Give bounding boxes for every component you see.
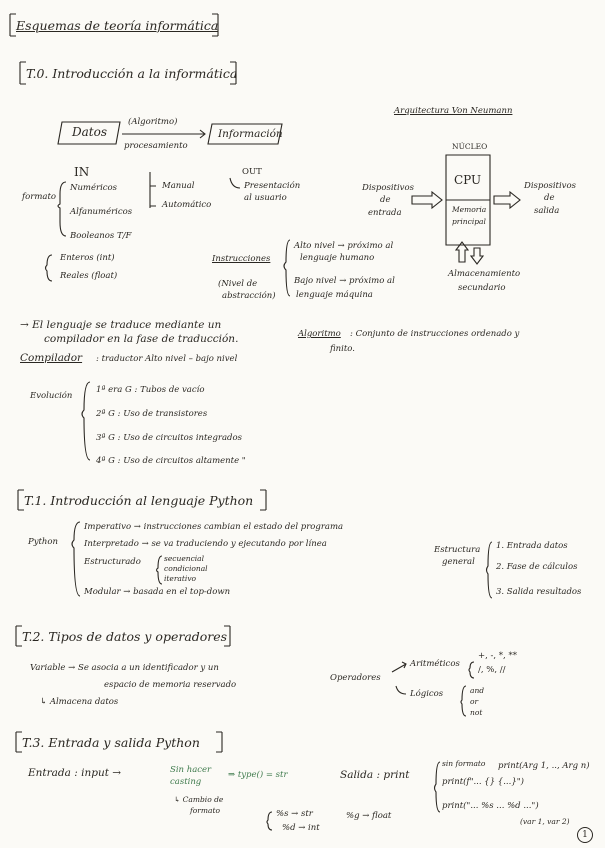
evolucion-label: Evolución (30, 391, 73, 401)
arquitectura-title: Arquitectura Von Neumann (394, 106, 513, 116)
alto-nivel-line2: lenguaje humano (300, 253, 375, 263)
sin-formato-label: sin formato (442, 759, 486, 768)
algoritmo-term: Algoritmo (298, 329, 341, 339)
and-op: and (470, 686, 485, 695)
variable-line2: espacio de memoria reservado (104, 680, 237, 690)
almacenamiento-line2: secundario (458, 283, 506, 293)
algoritmo-label: (Algoritmo) (128, 117, 178, 127)
modular-line: Modular → basada en el top-down (84, 587, 231, 597)
compilador-def: : traductor Alto nivel – bajo nivel (96, 354, 238, 364)
imperativo-line: Imperativo → instrucciones cambian el estado del programa (84, 522, 344, 532)
interpretado-line: Interpretado → se va traduciendo y ejecutando por línea (84, 539, 327, 549)
procesamiento-label: procesamiento (124, 141, 188, 151)
paso-3: 3. Salida resultados (496, 587, 582, 597)
aritmeticos-ops-2: /, %, // (478, 665, 506, 675)
t3-title: T.3. Entrada y salida Python (22, 735, 200, 750)
memoria-line2: principal (452, 217, 486, 226)
variable-line1: Variable → Se asocia a un identificador y un (30, 663, 219, 673)
algoritmo-def-line2: finito. (330, 344, 355, 354)
format-d: %d → int (282, 823, 320, 833)
traduce-line1: → El lenguaje se traduce mediante un (20, 319, 222, 331)
almacenamiento-line1: Almacenamiento (448, 269, 521, 279)
generation-1: 1ª era G : Tubos de vacío (96, 385, 205, 395)
reales-label: Reales (float) (60, 271, 118, 281)
condicional-label: condicional (164, 564, 208, 573)
in-label: IN (74, 165, 90, 179)
print-3-args: (var 1, var 2) (520, 817, 570, 826)
algoritmo-def-line1: : Conjunto de instrucciones ordenado y (350, 329, 520, 339)
not-op: not (470, 708, 483, 717)
disp-salida-line3: salida (534, 206, 560, 216)
page-number: 1 (577, 827, 593, 843)
alfanumericos-label: Alfanuméricos (70, 207, 133, 217)
formato-label: formato (22, 192, 56, 202)
numericos-label: Numéricos (70, 183, 118, 193)
generation-4: 4ª G : Uso de circuitos altamente " (96, 456, 246, 466)
compilador-term: Compilador (20, 352, 83, 364)
presentacion-line1: Presentación (244, 181, 301, 191)
disp-salida-line2: de (544, 193, 555, 203)
generation-3: 3ª G : Uso de circuitos integrados (96, 433, 242, 443)
iterativo-label: iterativo (164, 574, 197, 583)
t1-title: T.1. Introducción al lenguaje Python (24, 493, 254, 508)
traduce-line2: compilador en la fase de traducción. (44, 333, 239, 345)
disp-entrada-line3: entrada (368, 208, 402, 218)
python-label: Python (28, 537, 59, 547)
enteros-label: Enteros (int) (60, 253, 115, 263)
bajo-nivel-line1: Bajo nivel → próximo al (294, 276, 395, 286)
automatico-label: Automático (162, 200, 212, 210)
sin-hacer-line2: casting (170, 777, 202, 787)
entrada-label: Entrada : input → (28, 767, 122, 779)
disp-entrada-line1: Dispositivos (362, 183, 414, 193)
nivel-line2: abstracción) (222, 291, 276, 301)
cambio-line2: formato (190, 806, 220, 815)
bajo-nivel-line2: lenguaje máquina (296, 290, 373, 300)
operadores-label: Operadores (330, 673, 381, 683)
generation-2: 2ª G : Uso de transistores (96, 409, 208, 419)
estructura-line2: general (442, 557, 475, 567)
memoria-line1: Memoria (452, 205, 487, 214)
cpu-label: CPU (454, 173, 482, 187)
manual-label: Manual (162, 181, 195, 191)
t2-title: T.2. Tipos de datos y operadores (22, 629, 228, 644)
logicos-label: Lógicos (410, 689, 444, 699)
almacena-line: ↳ Almacena datos (40, 697, 119, 707)
nucleo-label: NÚCLEO (452, 142, 488, 151)
format-s: %s → str (276, 809, 313, 819)
instrucciones-label: Instrucciones (212, 254, 271, 264)
paso-1: 1. Entrada datos (496, 541, 568, 551)
type-str-label: ⇒ type() = str (228, 770, 288, 780)
or-op: or (470, 697, 479, 706)
salida-label: Salida : print (340, 769, 410, 781)
print-3: print("... %s ... %d ...") (442, 801, 539, 811)
estructura-line1: Estructura (434, 545, 481, 555)
format-g: %g → float (346, 811, 392, 821)
aritmeticos-label: Aritméticos (410, 659, 460, 669)
aritmeticos-ops-1: +, -, *, ** (478, 651, 517, 661)
print-1: print(Arg 1, .., Arg n) (498, 761, 590, 771)
booleanos-label: Booleanos T/F (70, 231, 132, 241)
nivel-line1: (Nivel de (218, 279, 258, 289)
presentacion-line2: al usuario (244, 193, 287, 203)
estructurado-label: Estructurado (84, 557, 141, 567)
disp-entrada-line2: de (380, 195, 391, 205)
disp-salida-line1: Dispositivos (524, 181, 576, 191)
cambio-line1: ↳ Cambio de (174, 795, 224, 804)
alto-nivel-line1: Alto nivel → próximo al (294, 241, 394, 251)
t0-title: T.0. Introducción a la informática (26, 66, 238, 81)
datos-label: Datos (72, 125, 107, 139)
document-title: Esquemas de teoría informática (16, 18, 219, 33)
secuencial-label: secuencial (164, 554, 205, 563)
out-label: OUT (242, 167, 262, 177)
informacion-label: Información (218, 128, 283, 140)
print-2: print(f"... {} {...}") (442, 777, 524, 787)
paso-2: 2. Fase de cálculos (496, 562, 578, 572)
sin-hacer-line1: Sin hacer (170, 765, 212, 775)
